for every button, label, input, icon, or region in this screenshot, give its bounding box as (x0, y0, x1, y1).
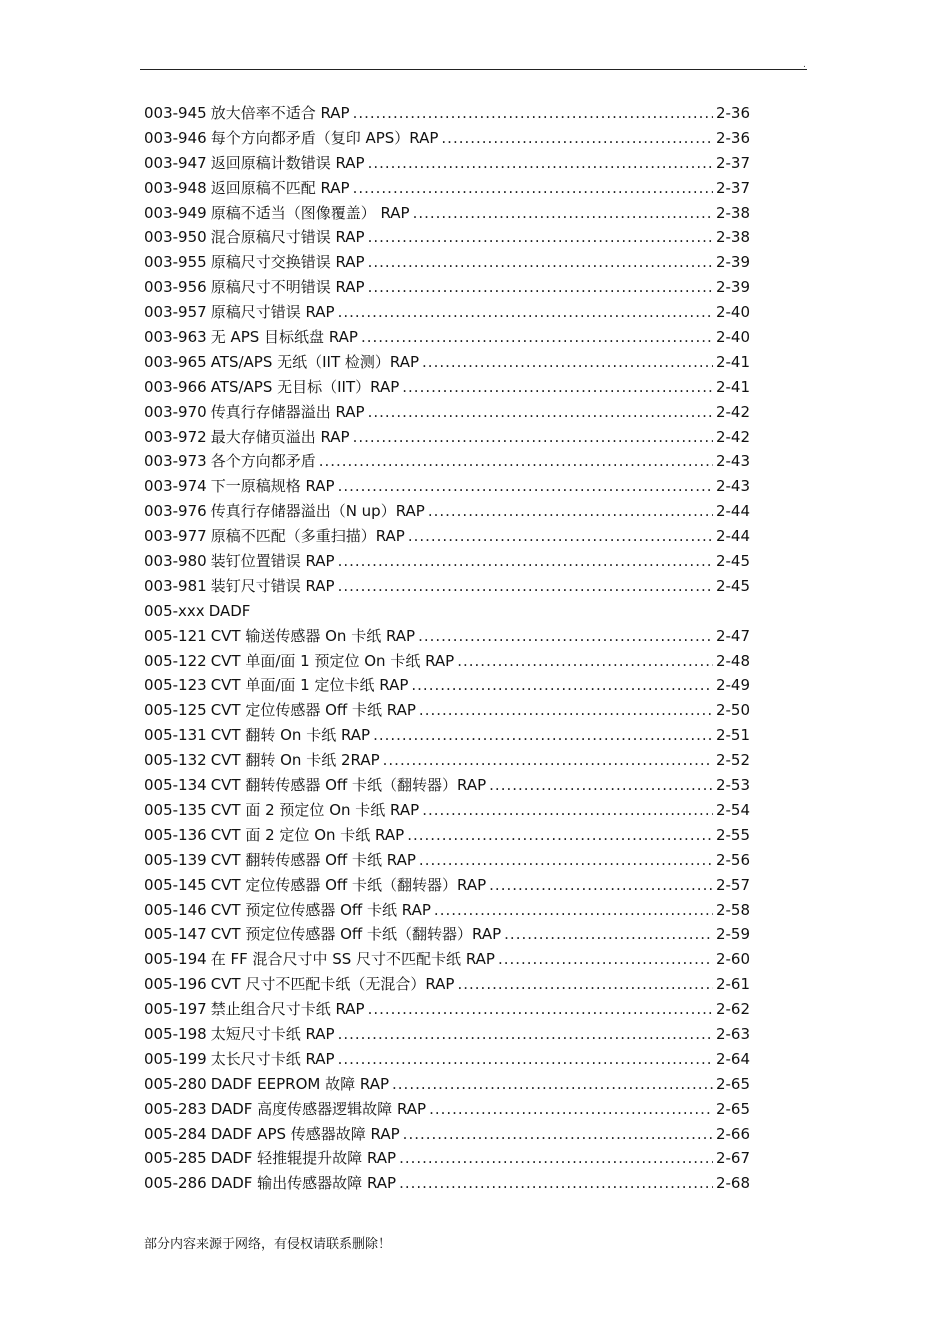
toc-entry-title: CVT 定位传感器 Off 卡纸 RAP (210, 701, 416, 720)
toc-entry-code: 003-977 (144, 527, 207, 546)
toc-entry-page: 2-67 (715, 1149, 750, 1168)
toc-entry-code: 005-121 (144, 626, 207, 645)
toc-dot-leader (338, 549, 713, 574)
toc-dot-leader (392, 1072, 713, 1097)
toc-dot-leader (429, 1097, 713, 1122)
header-mark: . (803, 60, 806, 70)
toc-entry-code: 005-285 (144, 1149, 207, 1168)
toc-entry-title: CVT 预定位传感器 Off 卡纸 RAP (210, 900, 431, 919)
toc-entry[interactable] (144, 922, 750, 947)
toc-entry-title: CVT 定位传感器 Off 卡纸（翻转器）RAP (210, 875, 487, 894)
toc-entry-code: 005-194 (144, 950, 207, 969)
toc-entry-title: ATS/APS 无纸（IIT 检测）RAP (210, 352, 420, 371)
toc-dot-leader (368, 997, 713, 1022)
toc-entry-page: 2-44 (715, 502, 750, 521)
toc-entry-title: DADF EEPROM 故障 RAP (210, 1074, 390, 1093)
toc-entry-code: 003-956 (144, 278, 207, 297)
toc-dot-leader (368, 250, 713, 275)
toc-entry-page: 2-52 (715, 751, 750, 770)
toc-entry-page: 2-66 (715, 1124, 750, 1143)
toc-dot-leader (338, 474, 713, 499)
toc-entry-title: 返回原稿不匹配 RAP (210, 178, 350, 197)
toc-dot-leader (338, 574, 713, 599)
toc-dot-leader (402, 375, 713, 400)
toc-entry-code: 003-947 (144, 153, 207, 172)
toc-entry-title: 原稿不适当（图像覆盖） RAP (210, 203, 410, 222)
toc-entry[interactable] (144, 300, 750, 325)
toc-dot-leader (428, 499, 713, 524)
toc-entry-page: 2-38 (715, 203, 750, 222)
toc-entry-code: 005-196 (144, 975, 207, 994)
toc-entry-code: 003-955 (144, 253, 207, 272)
toc-entry[interactable] (144, 574, 750, 599)
toc-entry[interactable] (144, 1097, 750, 1122)
toc-entry-title: CVT 面 2 定位 On 卡纸 RAP (210, 825, 405, 844)
toc-entry-code: 003-945 (144, 104, 207, 122)
toc-entry[interactable] (144, 350, 750, 375)
toc-dot-leader (413, 201, 713, 226)
toc-entry-code: 005-147 (144, 925, 207, 944)
toc-entry-title: 放大倍率不适合 RAP (210, 104, 350, 122)
toc-entry[interactable] (144, 1072, 750, 1097)
toc-dot-leader (403, 1122, 713, 1147)
toc-entry-code: 003-963 (144, 328, 207, 347)
toc-entry[interactable] (144, 798, 750, 823)
toc-entry-title: 禁止组合尺寸卡纸 RAP (210, 1000, 365, 1019)
toc-entry-page: 2-36 (715, 104, 750, 122)
toc-entry[interactable] (144, 997, 750, 1022)
toc-entry[interactable] (144, 848, 750, 873)
toc-dot-leader (368, 275, 713, 300)
toc-entry[interactable] (144, 773, 750, 798)
toc-entry-title: 传真行存储器溢出（N up）RAP (210, 502, 425, 521)
toc-entry[interactable] (144, 449, 750, 474)
toc-entry-title: CVT 翻转传感器 Off 卡纸 RAP (210, 850, 416, 869)
toc-dot-leader (353, 425, 713, 450)
toc-entry-page: 2-39 (715, 253, 750, 272)
toc-dot-leader (422, 798, 713, 823)
toc-dot-leader (368, 225, 713, 250)
toc-entry[interactable] (144, 624, 750, 649)
toc-dot-leader (338, 1022, 713, 1047)
toc-entry-page: 2-59 (715, 925, 750, 944)
toc-entry-code: 005-280 (144, 1074, 207, 1093)
table-of-contents (144, 101, 750, 1196)
footer-disclaimer: 部分内容来源于网络，有侵权请联系删除！ (144, 1237, 392, 1252)
toc-dot-leader (489, 873, 713, 898)
toc-entry-code: 003-972 (144, 427, 207, 446)
toc-entry[interactable] (144, 748, 750, 773)
toc-entry-page: 2-50 (715, 701, 750, 720)
toc-entry-page: 2-36 (715, 128, 750, 147)
toc-entry-title: 在 FF 混合尺寸中 SS 尺寸不匹配卡纸 RAP (210, 950, 495, 969)
toc-entry-title: CVT 翻转 On 卡纸 RAP (210, 726, 371, 745)
toc-entry[interactable] (144, 823, 750, 848)
toc-entry-title: CVT 翻转传感器 Off 卡纸（翻转器）RAP (210, 776, 487, 795)
toc-dot-leader (373, 723, 713, 748)
toc-entry-title: 传真行存储器溢出 RAP (210, 402, 365, 421)
toc-entry-code: 003-973 (144, 452, 207, 471)
toc-entry-title: 太长尺寸卡纸 RAP (210, 1049, 335, 1068)
toc-entry[interactable] (144, 1022, 750, 1047)
toc-entry-page: 2-51 (715, 726, 750, 745)
toc-dot-leader (368, 400, 713, 425)
toc-entry[interactable] (144, 673, 750, 698)
toc-entry-title: 无 APS 目标纸盘 RAP (210, 328, 358, 347)
toc-entry[interactable] (144, 1146, 750, 1171)
toc-entry-page: 2-54 (715, 800, 750, 819)
toc-entry-page: 2-42 (715, 402, 750, 421)
toc-entry-title: ATS/APS 无目标（IIT）RAP (210, 377, 400, 396)
toc-entry-page: 2-56 (715, 850, 750, 869)
toc-entry-title: 混合原稿尺寸错误 RAP (210, 228, 365, 247)
toc-entry[interactable] (144, 698, 750, 723)
toc-entry-code: 003-965 (144, 352, 207, 371)
toc-entry-page: 2-45 (715, 576, 750, 595)
toc-entry-page: 2-63 (715, 1024, 750, 1043)
toc-entry[interactable] (144, 873, 750, 898)
toc-entry-code: 005-134 (144, 776, 207, 795)
toc-dot-leader (407, 823, 713, 848)
toc-entry-code: 005-283 (144, 1099, 207, 1118)
toc-entry-page: 2-43 (715, 452, 750, 471)
toc-entry[interactable] (144, 101, 750, 126)
toc-entry-page: 2-47 (715, 626, 750, 645)
toc-entry-page: 2-43 (715, 477, 750, 496)
toc-entry-page: 2-64 (715, 1049, 750, 1068)
toc-entry-title: 原稿尺寸不明错误 RAP (210, 278, 365, 297)
toc-entry-page: 2-55 (715, 825, 750, 844)
toc-entry-code: 005-135 (144, 800, 207, 819)
toc-entry-page: 2-37 (715, 178, 750, 197)
toc-dot-leader (408, 524, 713, 549)
toc-entry-title: 原稿不匹配（多重扫描）RAP (210, 527, 405, 546)
toc-entry-title: DADF (208, 601, 251, 620)
toc-entry[interactable] (144, 1047, 750, 1072)
toc-entry-code: 005-136 (144, 825, 207, 844)
toc-entry-code: 005-198 (144, 1024, 207, 1043)
toc-entry-title: CVT 尺寸不匹配卡纸（无混合）RAP (210, 975, 455, 994)
toc-entry-title: 原稿尺寸交换错误 RAP (210, 253, 365, 272)
toc-entry[interactable] (144, 524, 750, 549)
toc-entry-title: CVT 输送传感器 On 卡纸 RAP (210, 626, 416, 645)
toc-dot-leader (498, 947, 713, 972)
toc-dot-leader (419, 698, 713, 723)
toc-entry-code: 003-966 (144, 377, 207, 396)
toc-entry-page: 2-38 (715, 228, 750, 247)
toc-entry-title: 装钉尺寸错误 RAP (210, 576, 335, 595)
toc-entry-title: 各个方向都矛盾 (210, 452, 316, 471)
toc-entry[interactable] (144, 474, 750, 499)
toc-entry[interactable] (144, 275, 750, 300)
toc-entry-code: 005-146 (144, 900, 207, 919)
toc-dot-leader (383, 748, 713, 773)
toc-entry-title: DADF APS 传感器故障 RAP (210, 1124, 400, 1143)
toc-entry-title: 下一原稿规格 RAP (210, 477, 335, 496)
toc-dot-leader (368, 151, 713, 176)
toc-entry[interactable] (144, 972, 750, 997)
toc-dot-leader (419, 848, 713, 873)
toc-entry-page: 2-65 (715, 1074, 750, 1093)
toc-entry[interactable] (144, 151, 750, 176)
toc-entry-code: 003-980 (144, 552, 207, 571)
toc-entry-page: 2-40 (715, 328, 750, 347)
toc-entry-page: 2-60 (715, 950, 750, 969)
toc-entry-page: 2-57 (715, 875, 750, 894)
toc-dot-leader (504, 922, 713, 947)
toc-entry-page: 2-39 (715, 278, 750, 297)
toc-entry-title: 返回原稿计数错误 RAP (210, 153, 365, 172)
toc-entry-code: 003-976 (144, 502, 207, 521)
toc-entry-page: 2-58 (715, 900, 750, 919)
toc-entry-code: 005-131 (144, 726, 207, 745)
toc-entry-code: 003-981 (144, 576, 207, 595)
toc-dot-leader (399, 1171, 713, 1196)
toc-entry-code: 003-948 (144, 178, 207, 197)
toc-dot-leader (319, 449, 713, 474)
toc-entry-title: 最大存储页溢出 RAP (210, 427, 350, 446)
toc-entry-code: 005-122 (144, 651, 207, 670)
toc-dot-leader (457, 972, 712, 997)
toc-entry-code: 005-145 (144, 875, 207, 894)
toc-entry-title: CVT 翻转 On 卡纸 2RAP (210, 751, 380, 770)
toc-entry-page: 2-62 (715, 1000, 750, 1019)
toc-entry-code: 005-xxx (144, 601, 205, 620)
toc-entry[interactable] (144, 425, 750, 450)
toc-entry-code: 005-125 (144, 701, 207, 720)
toc-entry-page: 2-53 (715, 776, 750, 795)
toc-entry-page: 2-40 (715, 303, 750, 322)
toc-entry-page: 2-65 (715, 1099, 750, 1118)
toc-dot-leader (353, 101, 713, 126)
toc-entry-title: DADF 高度传感器逻辑故障 RAP (210, 1099, 427, 1118)
toc-dot-leader (353, 176, 713, 201)
toc-entry-page: 2-42 (715, 427, 750, 446)
toc-dot-leader (418, 624, 713, 649)
toc-entry[interactable] (144, 649, 750, 674)
toc-entry-title: DADF 轻推辊提升故障 RAP (210, 1149, 397, 1168)
toc-entry[interactable] (144, 375, 750, 400)
toc-dot-leader (338, 1047, 713, 1072)
toc-entry[interactable] (144, 400, 750, 425)
toc-entry-title: 太短尺寸卡纸 RAP (210, 1024, 335, 1043)
toc-entry-code: 003-974 (144, 477, 207, 496)
toc-entry-title: CVT 预定位传感器 Off 卡纸（翻转器）RAP (210, 925, 502, 944)
toc-entry-page: 2-41 (715, 352, 750, 371)
toc-entry[interactable] (144, 1171, 750, 1196)
toc-entry-code: 005-284 (144, 1124, 207, 1143)
toc-entry-title: CVT 单面/面 1 预定位 On 卡纸 RAP (210, 651, 455, 670)
toc-entry-page: 2-68 (715, 1174, 750, 1193)
toc-entry-page: 2-41 (715, 377, 750, 396)
toc-section-heading[interactable] (144, 599, 750, 624)
header-rule (140, 69, 807, 70)
toc-dot-leader (361, 325, 713, 350)
toc-entry[interactable] (144, 549, 750, 574)
toc-entry[interactable] (144, 325, 750, 350)
toc-dot-leader (457, 649, 713, 674)
toc-entry[interactable] (144, 201, 750, 226)
toc-entry-code: 003-970 (144, 402, 207, 421)
toc-entry[interactable] (144, 499, 750, 524)
toc-dot-leader (338, 300, 713, 325)
toc-entry[interactable] (144, 126, 750, 151)
toc-entry-page: 2-48 (715, 651, 750, 670)
toc-dot-leader (422, 350, 713, 375)
toc-entry-title: CVT 面 2 预定位 On 卡纸 RAP (210, 800, 420, 819)
toc-entry-title: 每个方向都矛盾（复印 APS）RAP (210, 128, 439, 147)
toc-entry-title: 原稿尺寸错误 RAP (210, 303, 335, 322)
toc-entry[interactable] (144, 250, 750, 275)
toc-entry[interactable] (144, 1122, 750, 1147)
toc-entry[interactable] (144, 176, 750, 201)
toc-entry-code: 003-949 (144, 203, 207, 222)
toc-entry-page: 2-45 (715, 552, 750, 571)
toc-entry-title: 装钉位置错误 RAP (210, 552, 335, 571)
toc-entry[interactable] (144, 898, 750, 923)
toc-entry-page: 2-44 (715, 527, 750, 546)
toc-entry-code: 005-286 (144, 1174, 207, 1193)
toc-entry[interactable] (144, 225, 750, 250)
toc-entry-title: CVT 单面/面 1 定位卡纸 RAP (210, 676, 409, 695)
toc-entry-page: 2-49 (715, 676, 750, 695)
toc-entry-code: 005-139 (144, 850, 207, 869)
toc-entry-page: 2-37 (715, 153, 750, 172)
toc-dot-leader (441, 126, 713, 151)
toc-dot-leader (434, 898, 713, 923)
toc-dot-leader (399, 1146, 713, 1171)
toc-entry[interactable] (144, 723, 750, 748)
toc-dot-leader (411, 673, 713, 698)
toc-entry-code: 005-199 (144, 1049, 207, 1068)
toc-dot-leader (489, 773, 713, 798)
toc-entry-code: 003-950 (144, 228, 207, 247)
toc-entry-code: 005-132 (144, 751, 207, 770)
toc-entry-code: 005-123 (144, 676, 207, 695)
toc-entry-code: 003-946 (144, 128, 207, 147)
toc-entry[interactable] (144, 947, 750, 972)
toc-entry-page: 2-61 (715, 975, 750, 994)
toc-entry-code: 003-957 (144, 303, 207, 322)
toc-entry-title: DADF 输出传感器故障 RAP (210, 1174, 397, 1193)
toc-entry-code: 005-197 (144, 1000, 207, 1019)
